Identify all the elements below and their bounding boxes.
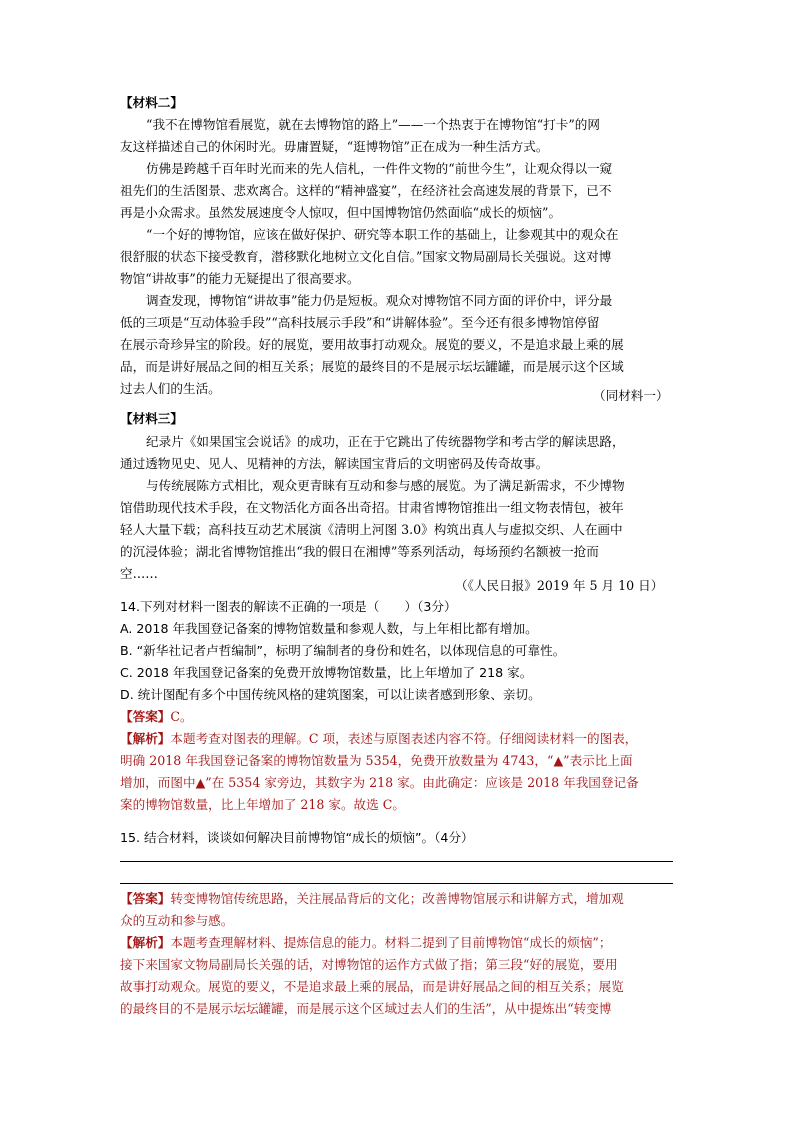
analysis-line: 本题考查理解材料、提炼信息的能力。材料二提到了目前博物馆“成长的烦恼”； [170,935,612,950]
analysis-line: 接下来国家文物局副局长关强的话，对博物馆的运作方式做了指；第三段“好的展览，要用 [120,957,618,972]
question-14-option-c: C. 2018 年我国登记备案的免费开放博物馆数量，比上年增加了 218 家。 [120,665,533,680]
question-15-answer [120,888,624,910]
question-14-option-d: D. 统计图配有多个中国传统风格的建筑图案，可以让读者感到形象、亲切。 [120,687,541,702]
analysis-line: 本题考查对图表的理解。C 项，表述与原图表述内容不符。仔细阅读材料一的图表， [170,731,638,746]
material-3-line: 空…… [120,566,158,581]
question-14-stem: 14.下列对材料一图表的解读不正确的一项是（ ）（3分） [120,599,457,614]
answer-line: 众的互动和参与感。 [120,913,234,928]
material-3-line: 馆借助现代技术手段，在文物活化方面各出奇招。甘肃省博物馆推出一组文物表情包，被年 [120,500,624,515]
material-2-source: （同材料一） [593,388,669,403]
answer-blank-line [120,883,673,884]
analysis-line: 的最终目的不是展示坛坛罐罐，而是展示这个区域过去人们的生活”，从中提炼出“转变博 [120,1001,612,1016]
analysis-line: 明确 2018 年我国登记备案的博物馆数量为 5354，免费开放数量为 4743，“▲”表示比上面 [120,753,633,768]
material-3-line: 通过透物见史、见人、见精神的方法，解读国宝背后的文明密码及传奇故事。 [120,456,549,471]
material-2-line: 仿佛是跨越千百年时光而来的先人信札，一件件文物的“前世今生”，让观众得以一窥 [146,161,613,176]
material-2-line: 品，而是讲好展品之间的相互关系；展览的最终目的不是展示坛坛罐罐，而是展示这个区域 [120,359,624,374]
analysis-line: 增加，而图中▲”在 5354 家旁边，其数字为 218 家。由此确定：应该是 2018 年我国登记备 [120,775,639,790]
answer-blank-line [120,861,673,862]
answer-line: 转变博物馆传统思路，关注展品背后的文化；改善博物馆展示和讲解方式，增加观 [170,891,624,906]
analysis-line: 故事打动观众。展览的要义，不是追求最上乘的展品，而是讲好展品之间的相互关系；展览 [120,979,624,994]
material-3-line: 轻人大量下载；高科技互动艺术展演《清明上河图 3.0》构筑出真人与虚拟交织、人在画中 [120,522,623,537]
material-2-line: 在展示奇珍异宝的阶段。好的展览，要用故事打动观众。展览的要义，不是追求最上乘的展 [120,337,624,352]
question-14-analysis [120,728,637,750]
material-2-line: 低的三项是“互动体验手段”“高科技展示手段”和“讲解体验”。至今还有很多博物馆停留 [120,315,600,330]
material-2-line: 友这样描述自己的休闲时光。毋庸置疑，“逛博物馆”正在成为一种生活方式。 [120,139,549,154]
question-15-analysis [120,932,611,954]
material-2-line: 物馆“讲故事”的能力无疑提出了很高要求。 [120,271,360,286]
answer-label: 【答案】 [120,709,171,724]
question-14-answer [120,706,193,728]
question-15-stem: 15. 结合材料，谈谈如何解决目前博物馆“成长的烦恼”。（4分） [120,830,474,845]
analysis-label: 【解析】 [120,935,171,950]
material-3-heading: 【材料三】 [120,411,183,426]
material-2-line: 再是小众需求。虽然发展速度令人惊叹，但中国博物馆仍然面临“成长的烦恼”。 [120,205,562,220]
material-2-line: 很舒服的状态下接受教育，潜移默化地树立文化自信。”国家文物局副局长关强说。这对博 [120,249,612,264]
material-2-line: 过去人们的生活。 [120,381,221,396]
material-3-line: 纪录片《如果国宝会说话》的成功，正在于它跳出了传统器物学和考古学的解读思路， [146,434,625,449]
material-2-heading: 【材料二】 [120,95,183,110]
material-3-line: 与传统展陈方式相比，观众更青睐有互动和参与感的展览。为了满足新需求，不少博物 [146,478,625,493]
material-2-line: 调查发现，博物馆“讲故事”能力仍是短板。观众对博物馆不同方面的评价中，评分最 [146,293,613,308]
answer-label: 【答案】 [120,891,171,906]
material-3-source: （《人民日报》2019 年 5 月 10 日） [455,578,664,593]
material-3-line: 的沉浸体验；湖北省博物馆推出“我的假日在湘博”等系列活动，每场预约名额被一抢而 [120,544,599,559]
analysis-label: 【解析】 [120,731,171,746]
question-14-option-b: B. “新华社记者卢哲编制”，标明了编制者的身份和姓名，以体现信息的可靠性。 [120,643,566,658]
material-2-line: “我不在博物馆看展览，就在去博物馆的路上”——一个热衷于在博物馆“打卡”的网 [146,117,600,132]
answer-value: C。 [170,709,193,724]
analysis-line: 案的博物馆数量，比上年增加了 218 家。故选 C。 [120,797,405,812]
material-2-line: 祖先们的生活图景、悲欢离合。这样的“精神盛宴”，在经济社会高速发展的背景下，已不 [120,183,612,198]
question-14-option-a: A. 2018 年我国登记备案的博物馆数量和参观人数，与上年相比都有增加。 [120,621,538,636]
material-2-line: “一个好的博物馆，应该在做好保护、研究等本职工作的基础上，让参观其中的观众在 [146,227,619,242]
